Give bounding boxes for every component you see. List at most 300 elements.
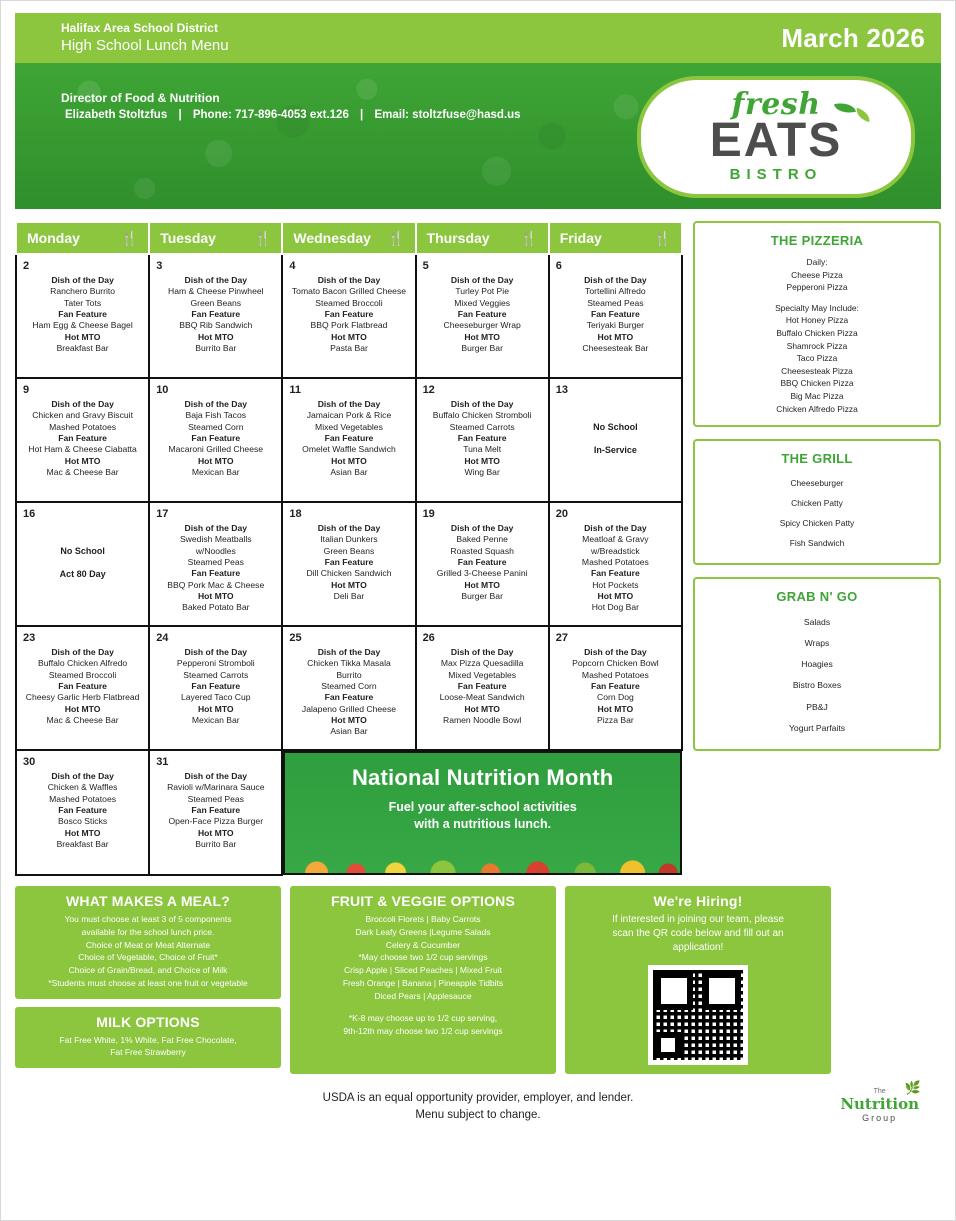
dish-item: Max Pizza Quesadilla: [440, 658, 524, 669]
pizzeria-specialty-item: BBQ Chicken Pizza: [780, 378, 854, 389]
day-number: 17: [156, 508, 169, 520]
dish-item: Mashed Potatoes: [581, 557, 649, 568]
day-menu-items: [421, 523, 544, 602]
fruitveg-line: Fresh Orange | Banana | Pineapple Tidbits: [342, 977, 504, 988]
hot-mto-item: Burger Bar: [461, 591, 503, 602]
national-nutrition-month-promo: [283, 751, 682, 875]
pizzeria-specialty-item: Cheesesteak Pizza: [781, 365, 853, 376]
month-label: March 2026: [781, 22, 925, 53]
calendar-day-cell: [549, 254, 682, 378]
fan-feature-item: Omelet Waffle Sandwich: [302, 444, 396, 455]
weekday-label: Tuesday: [160, 230, 216, 246]
dish-item: Pepperoni Stromboli: [176, 658, 255, 669]
panel-grab-n-go: [693, 577, 941, 750]
dish-item: Mixed Vegetables: [448, 669, 517, 680]
day-menu-items: [21, 771, 144, 850]
day-number: 23: [23, 632, 36, 644]
grill-items: [701, 474, 933, 553]
no-school-line: Act 80 Day: [59, 569, 106, 580]
sprout-icon: 🌿: [904, 1080, 921, 1095]
dish-item: Ravioli w/Marinara Sauce: [167, 782, 265, 793]
no-school-note: [554, 416, 677, 463]
weekday-wednesday: [282, 222, 415, 254]
hot-mto-item: Burrito Bar: [195, 839, 237, 850]
daily-label: Daily:: [806, 257, 828, 267]
day-number: 2: [23, 260, 30, 272]
hot-mto-item: Breakfast Bar: [56, 343, 109, 354]
dish-of-the-day-label: Dish of the Day: [450, 647, 514, 657]
day-number: 11: [289, 384, 302, 396]
logo-line-bistro: BISTRO: [729, 165, 823, 183]
hot-mto-label: Hot MTO: [597, 591, 634, 602]
day-menu-items: [421, 647, 544, 726]
hot-mto-item: Wing Bar: [464, 467, 500, 478]
dish-of-the-day-label: Dish of the Day: [317, 275, 381, 285]
dish-of-the-day-label: Dish of the Day: [184, 771, 248, 781]
fan-feature-item: Jalapeno Grilled Cheese: [301, 703, 397, 714]
meal-milk-column: [15, 886, 281, 1074]
dish-item: Mixed Veggies: [454, 297, 511, 308]
district-name: Halifax Area School District: [61, 20, 218, 35]
fruitveg-title: FRUIT & VEGGIE OPTIONS: [330, 893, 516, 909]
pizzeria-specialty-item: Hot Honey Pizza: [785, 315, 849, 326]
hot-mto-item: Mac & Cheese Bar: [46, 715, 119, 726]
hot-mto-item: Ramen Noodle Bowl: [442, 715, 522, 726]
dish-item: Baked Penne: [456, 534, 508, 545]
calendar-column: [15, 221, 683, 876]
dish-of-the-day-label: Dish of the Day: [51, 771, 114, 781]
fruitveg-line: Dark Leafy Greens |Legume Salads: [355, 926, 491, 937]
grill-item: Chicken Patty: [791, 498, 843, 509]
hot-mto-label: Hot MTO: [64, 331, 101, 342]
promo-title: National Nutrition Month: [351, 765, 614, 790]
day-menu-items: [554, 647, 677, 726]
fan-feature-item: Layered Taco Cup: [180, 692, 251, 703]
fan-feature-label: Fan Feature: [58, 681, 107, 692]
fan-feature-item: Ham Egg & Cheese Bagel: [32, 320, 133, 331]
hiring-lines: [573, 913, 823, 955]
fan-feature-item: Open-Face Pizza Burger: [168, 816, 264, 827]
day-number: 5: [422, 260, 429, 272]
panel-title-grab: GRAB N' GO: [776, 589, 858, 605]
hiring-title: We're Hiring!: [653, 893, 743, 909]
calendar-day-cell: [416, 378, 549, 502]
hot-mto-label: Hot MTO: [197, 827, 234, 838]
page-footer: [15, 1080, 941, 1130]
day-menu-items: [21, 275, 144, 354]
fan-feature-item: Dill Chicken Sandwich: [306, 568, 392, 579]
day-number: 30: [23, 756, 36, 768]
fan-feature-label: Fan Feature: [191, 568, 241, 579]
vegetables-illustration: [285, 847, 680, 873]
usda-line-1: USDA is an equal opportunity provider, employer, and lender.: [322, 1092, 634, 1105]
header-top-bar: [15, 13, 941, 63]
hot-mto-label: Hot MTO: [197, 455, 234, 466]
calendar-day-cell: [149, 750, 282, 875]
calendar-week-row: [16, 626, 682, 750]
qr-code[interactable]: [648, 965, 748, 1065]
fan-feature-item: Macaroni Grilled Cheese: [168, 444, 264, 455]
qr-finder-bottom-left: [655, 1032, 681, 1058]
fruitveg-note-2: 9th-12th may choose two 1/2 cup servings: [343, 1026, 503, 1036]
day-number: 27: [555, 632, 568, 644]
hot-mto-item: Mexican Bar: [191, 715, 240, 726]
day-menu-items: [421, 275, 544, 354]
fan-feature-item: Hot Pockets: [592, 579, 639, 590]
calendar-day-cell: [416, 254, 549, 378]
page-title: High School Lunch Menu: [61, 36, 229, 54]
dish-of-the-day-label: Dish of the Day: [184, 523, 248, 533]
box-what-makes-a-meal: [15, 886, 281, 999]
pizzeria-specialty: [701, 302, 933, 415]
dish-of-the-day-label: Dish of the Day: [317, 523, 381, 533]
hot-mto-label: Hot MTO: [197, 591, 234, 602]
fan-feature-label: Fan Feature: [191, 309, 241, 320]
day-menu-items: [287, 523, 410, 602]
dish-item: Chicken and Gravy Biscuit: [32, 410, 133, 421]
hot-mto-item: Deli Bar: [333, 591, 365, 602]
hot-mto-item: Mac & Cheese Bar: [46, 467, 119, 478]
meal-lines: [23, 913, 273, 990]
weekday-label: Monday: [27, 230, 80, 246]
grill-item: Spicy Chicken Patty: [779, 517, 855, 528]
day-number: 16: [23, 508, 36, 520]
grill-item: Fish Sandwich: [789, 537, 845, 548]
hot-mto-item: Breakfast Bar: [56, 839, 109, 850]
fruitveg-line: Diced Pears | Applesauce: [374, 990, 472, 1001]
dish-item: Chicken & Waffles: [47, 782, 118, 793]
fruitveg-line: Celery & Cucumber: [385, 939, 461, 950]
grab-item: Salads: [803, 617, 831, 628]
hot-mto-label: Hot MTO: [64, 455, 101, 466]
dish-item: Tortellini Alfredo: [585, 286, 646, 297]
fan-feature-label: Fan Feature: [191, 433, 241, 444]
dish-item: Jamaican Pork & Rice: [306, 410, 392, 421]
fan-feature-label: Fan Feature: [324, 433, 374, 444]
leaf-icon-secondary: [854, 108, 872, 122]
dish-item: Mashed Potatoes: [49, 421, 117, 432]
menu-calendar: [15, 221, 683, 876]
dish-item: Buffalo Chicken Alfredo: [38, 658, 128, 669]
calendar-day-cell: [16, 378, 149, 502]
calendar-day-cell: [416, 502, 549, 626]
hot-mto-label: Hot MTO: [331, 579, 367, 590]
promo-cell: [282, 750, 682, 875]
calendar-week-row: [16, 254, 682, 378]
grab-item: PB&J: [806, 701, 828, 712]
dish-item: w/Noodles: [195, 545, 236, 556]
weekday-friday: [549, 222, 682, 254]
brand-the: The: [873, 1088, 886, 1095]
dish-of-the-day-label: Dish of the Day: [584, 523, 647, 533]
hot-mto-label: Hot MTO: [331, 331, 367, 342]
box-milk-options: [15, 1007, 281, 1069]
logo-line-eats: EATS: [709, 113, 843, 167]
fan-feature-label: Fan Feature: [457, 433, 507, 444]
fan-feature-label: Fan Feature: [591, 568, 640, 579]
side-panels: [693, 221, 941, 876]
hot-mto-label: Hot MTO: [197, 703, 234, 714]
dish-of-the-day-label: Dish of the Day: [317, 647, 381, 657]
calendar-day-cell: [282, 254, 415, 378]
hot-mto-item: Baked Potato Bar: [182, 602, 250, 613]
utensils-icon: 🍴: [520, 230, 538, 246]
header-banner: [15, 63, 941, 209]
hot-mto-label: Hot MTO: [464, 703, 500, 714]
calendar-day-cell: [416, 626, 549, 750]
hot-mto-item: Pizza Bar: [596, 715, 634, 726]
day-menu-items: [554, 275, 677, 354]
fan-feature-item: Loose-Meat Sandwich: [439, 692, 525, 703]
dish-of-the-day-label: Dish of the Day: [317, 399, 381, 409]
pizzeria-specialty-item: Big Mac Pizza: [790, 391, 844, 402]
fan-feature-item: BBQ Pork Flatbread: [310, 320, 388, 331]
fan-feature-item: Corn Dog: [596, 692, 634, 703]
pizzeria-specialty-item: Shamrock Pizza: [786, 340, 848, 351]
panel-title-pizzeria: THE PIZZERIA: [770, 233, 864, 248]
hot-mto-label: Hot MTO: [331, 455, 367, 466]
dish-of-the-day-label: Dish of the Day: [450, 523, 514, 533]
milk-line: Fat Free White, 1% White, Fat Free Chocolate,: [59, 1034, 237, 1045]
fan-feature-label: Fan Feature: [191, 681, 241, 692]
dish-of-the-day-label: Dish of the Day: [51, 399, 114, 409]
calendar-day-cell: [16, 502, 149, 626]
meal-line: Choice of Grain/Bread, and Choice of Milk: [68, 965, 228, 975]
day-number: 25: [289, 632, 302, 644]
day-number: 26: [422, 632, 435, 644]
phone: Phone: 717-896-4053 ext.126: [192, 109, 349, 121]
hot-mto-item: Burger Bar: [461, 343, 503, 354]
dish-of-the-day-label: Dish of the Day: [450, 275, 514, 285]
page-header: [15, 13, 941, 209]
weekday-thursday: [416, 222, 549, 254]
fan-feature-label: Fan Feature: [457, 309, 507, 320]
sep-2: |: [360, 109, 364, 121]
fan-feature-label: Fan Feature: [324, 557, 374, 568]
usda-statement: [323, 1090, 634, 1123]
calendar-week-row: [16, 502, 682, 626]
day-number: 12: [422, 384, 435, 396]
day-number: 10: [156, 384, 169, 396]
weekday-monday: [16, 222, 149, 254]
hot-mto-label: Hot MTO: [597, 331, 634, 342]
box-hiring: [565, 886, 831, 1074]
pizzeria-daily-item: Cheese Pizza: [791, 269, 843, 280]
calendar-day-cell: [549, 626, 682, 750]
day-menu-items: [21, 399, 144, 478]
pizzeria-specialty-item: Buffalo Chicken Pizza: [776, 328, 858, 339]
dish-item: Steamed Broccoli: [48, 669, 117, 680]
dish-of-the-day-label: Dish of the Day: [450, 399, 514, 409]
day-menu-items: [154, 523, 277, 614]
fan-feature-item: BBQ Pork Mac & Cheese: [167, 579, 265, 590]
promo-line-1: Fuel your after-school activities: [388, 800, 577, 814]
calendar-day-cell: [149, 626, 282, 750]
meal-title: WHAT MAKES A MEAL?: [65, 893, 231, 909]
grill-item: Cheeseburger: [790, 478, 844, 489]
dish-item: Steamed Corn: [321, 681, 377, 692]
no-school-line: No School: [60, 546, 105, 556]
fan-feature-label: Fan Feature: [58, 805, 107, 816]
calendar-day-cell: [282, 378, 415, 502]
milk-title: MILK OPTIONS: [96, 1013, 200, 1030]
hot-mto-label: Hot MTO: [197, 331, 234, 342]
sep-1: |: [178, 109, 182, 121]
fruitveg-note-1: *K-8 may choose up to 1/2 cup serving,: [348, 1013, 498, 1024]
brand-group: Group: [862, 1113, 898, 1123]
calendar-week-row: [16, 378, 682, 502]
dish-item: Burrito: [336, 669, 362, 680]
utensils-icon: 🍴: [387, 230, 405, 246]
calendar-day-cell: [282, 502, 415, 626]
day-menu-items: [154, 647, 277, 726]
day-number: 6: [555, 260, 562, 272]
pizzeria-daily-item: Pepperoni Pizza: [786, 282, 848, 293]
director-label: Director of Food & Nutrition: [61, 91, 220, 105]
grab-item: Hoagies: [801, 659, 833, 670]
meal-line: available for the school lunch price.: [81, 926, 215, 937]
utensils-icon: 🍴: [120, 230, 139, 246]
calendar-day-cell: [16, 750, 149, 875]
info-boxes: [15, 886, 941, 1074]
dish-item: Steamed Carrots: [183, 669, 249, 680]
weekday-tuesday: [149, 222, 282, 254]
day-number: 20: [555, 508, 568, 520]
dish-of-the-day-label: Dish of the Day: [51, 275, 114, 285]
dish-item: Buffalo Chicken Stromboli: [432, 410, 532, 421]
hot-mto-item: Cheesesteak Bar: [582, 343, 649, 354]
brand-name: Nutrition: [840, 1095, 919, 1113]
no-school-line: No School: [593, 422, 638, 432]
dish-item: Chicken Tikka Masala: [307, 658, 391, 669]
logo-line-fresh: fresh: [731, 87, 821, 123]
fan-feature-label: Fan Feature: [457, 557, 507, 568]
hot-mto-item: Burrito Bar: [195, 343, 237, 354]
fruitveg-line: Broccoli Florets | Baby Carrots: [365, 914, 481, 924]
dish-of-the-day-label: Dish of the Day: [51, 647, 114, 657]
hot-mto-label: Hot MTO: [64, 827, 101, 838]
specialty-label: Specialty May Include:: [775, 302, 859, 313]
calendar-header-row: [16, 222, 682, 254]
day-number: 31: [156, 756, 169, 768]
meal-line: Choice of Vegetable, Choice of Fruit*: [78, 952, 218, 963]
dish-item: Tater Tots: [64, 297, 102, 308]
weekday-label: Friday: [559, 230, 602, 246]
day-number: 18: [289, 508, 302, 520]
dish-item: Steamed Peas: [587, 297, 644, 308]
dish-item: Tomato Bacon Grilled Cheese: [291, 286, 407, 297]
fan-feature-item: Hot Ham & Cheese Ciabatta: [28, 444, 137, 455]
dish-item: Meatloaf & Gravy: [582, 534, 649, 545]
calendar-body: [16, 254, 682, 875]
fan-feature-item: Bosco Sticks: [57, 816, 108, 827]
day-number: 4: [289, 260, 296, 272]
dish-of-the-day-label: Dish of the Day: [184, 399, 248, 409]
fan-feature-label: Fan Feature: [591, 309, 640, 320]
calendar-day-cell: [549, 502, 682, 626]
box-fruit-veggie-options: [290, 886, 556, 1074]
fan-feature-label: Fan Feature: [457, 681, 507, 692]
hot-mto-label: Hot MTO: [464, 579, 500, 590]
grab-items: [701, 612, 933, 738]
contact-block: [61, 91, 525, 121]
dish-item: Green Beans: [323, 545, 375, 556]
header-title-block: [61, 21, 229, 56]
fan-feature-item: Tuna Melt: [463, 444, 502, 455]
day-menu-items: [21, 647, 144, 726]
day-menu-items: [154, 771, 277, 850]
fan-feature-item: Teriyaki Burger: [586, 320, 645, 331]
dish-of-the-day-label: Dish of the Day: [584, 275, 647, 285]
calendar-week-row: [16, 750, 682, 875]
fan-feature-label: Fan Feature: [58, 309, 107, 320]
hot-mto-label: Hot MTO: [464, 455, 500, 466]
dish-item: Ham & Cheese Pinwheel: [168, 286, 264, 297]
fan-feature-item: Cheesy Garlic Herb Flatbread: [25, 692, 140, 703]
dish-item: Steamed Carrots: [449, 421, 515, 432]
dish-item: Steamed Peas: [187, 793, 244, 804]
hot-mto-item: Hot Dog Bar: [591, 602, 640, 613]
fan-feature-label: Fan Feature: [191, 805, 241, 816]
qr-code-pattern: [653, 970, 743, 1060]
day-number: 9: [23, 384, 30, 396]
grab-item: Bistro Boxes: [792, 680, 842, 691]
promo-line-2: with a nutritious lunch.: [414, 816, 552, 831]
dish-item: Baja Fish Tacos: [185, 410, 247, 421]
fruitveg-notes: [298, 1012, 548, 1038]
day-menu-items: [154, 275, 277, 354]
fan-feature-item: Grilled 3-Cheese Panini: [436, 568, 528, 579]
nutrition-group-logo: [840, 1080, 921, 1123]
meal-line: You must choose at least 3 of 5 components: [64, 914, 232, 924]
no-school-line: In-Service: [593, 445, 637, 456]
calendar-day-cell: [149, 254, 282, 378]
meal-line: *Students must choose at least one fruit or vegetable: [48, 977, 248, 988]
day-number: 19: [422, 508, 435, 520]
day-menu-items: [421, 399, 544, 478]
milk-lines: [23, 1034, 273, 1060]
hot-mto-item: Mexican Bar: [191, 467, 240, 478]
calendar-day-cell: [16, 626, 149, 750]
hot-mto-item: Asian Bar: [330, 726, 368, 737]
hot-mto-label: Hot MTO: [464, 331, 500, 342]
fresh-eats-bistro-logo: [637, 76, 915, 198]
grab-item: Yogurt Parfaits: [788, 722, 846, 733]
day-menu-items: [287, 647, 410, 738]
day-number: 13: [555, 384, 568, 396]
fan-feature-label: Fan Feature: [591, 681, 640, 692]
pizzeria-specialty-item: Taco Pizza: [796, 353, 838, 364]
director-name: Elizabeth Stoltzfus: [65, 109, 168, 121]
panel-grill: [693, 439, 941, 565]
dish-item: Steamed Peas: [187, 557, 244, 568]
weekday-label: Thursday: [426, 230, 490, 246]
calendar-day-cell: [149, 502, 282, 626]
dish-item: Popcorn Chicken Bowl: [572, 658, 659, 669]
hiring-line: application!: [672, 942, 724, 953]
day-number: 24: [156, 632, 169, 644]
hot-mto-label: Hot MTO: [331, 715, 367, 726]
fan-feature-label: Fan Feature: [58, 433, 107, 444]
dish-item: Mashed Potatoes: [49, 793, 117, 804]
email: Email: stoltzfuse@hasd.us: [374, 109, 521, 121]
dish-item: Swedish Meatballs: [179, 534, 252, 545]
dish-item: Green Beans: [190, 297, 242, 308]
weekday-label: Wednesday: [293, 230, 371, 246]
dish-item: Mashed Potatoes: [581, 669, 649, 680]
pizzeria-specialty-item: Chicken Alfredo Pizza: [776, 403, 858, 414]
day-menu-items: [287, 399, 410, 478]
